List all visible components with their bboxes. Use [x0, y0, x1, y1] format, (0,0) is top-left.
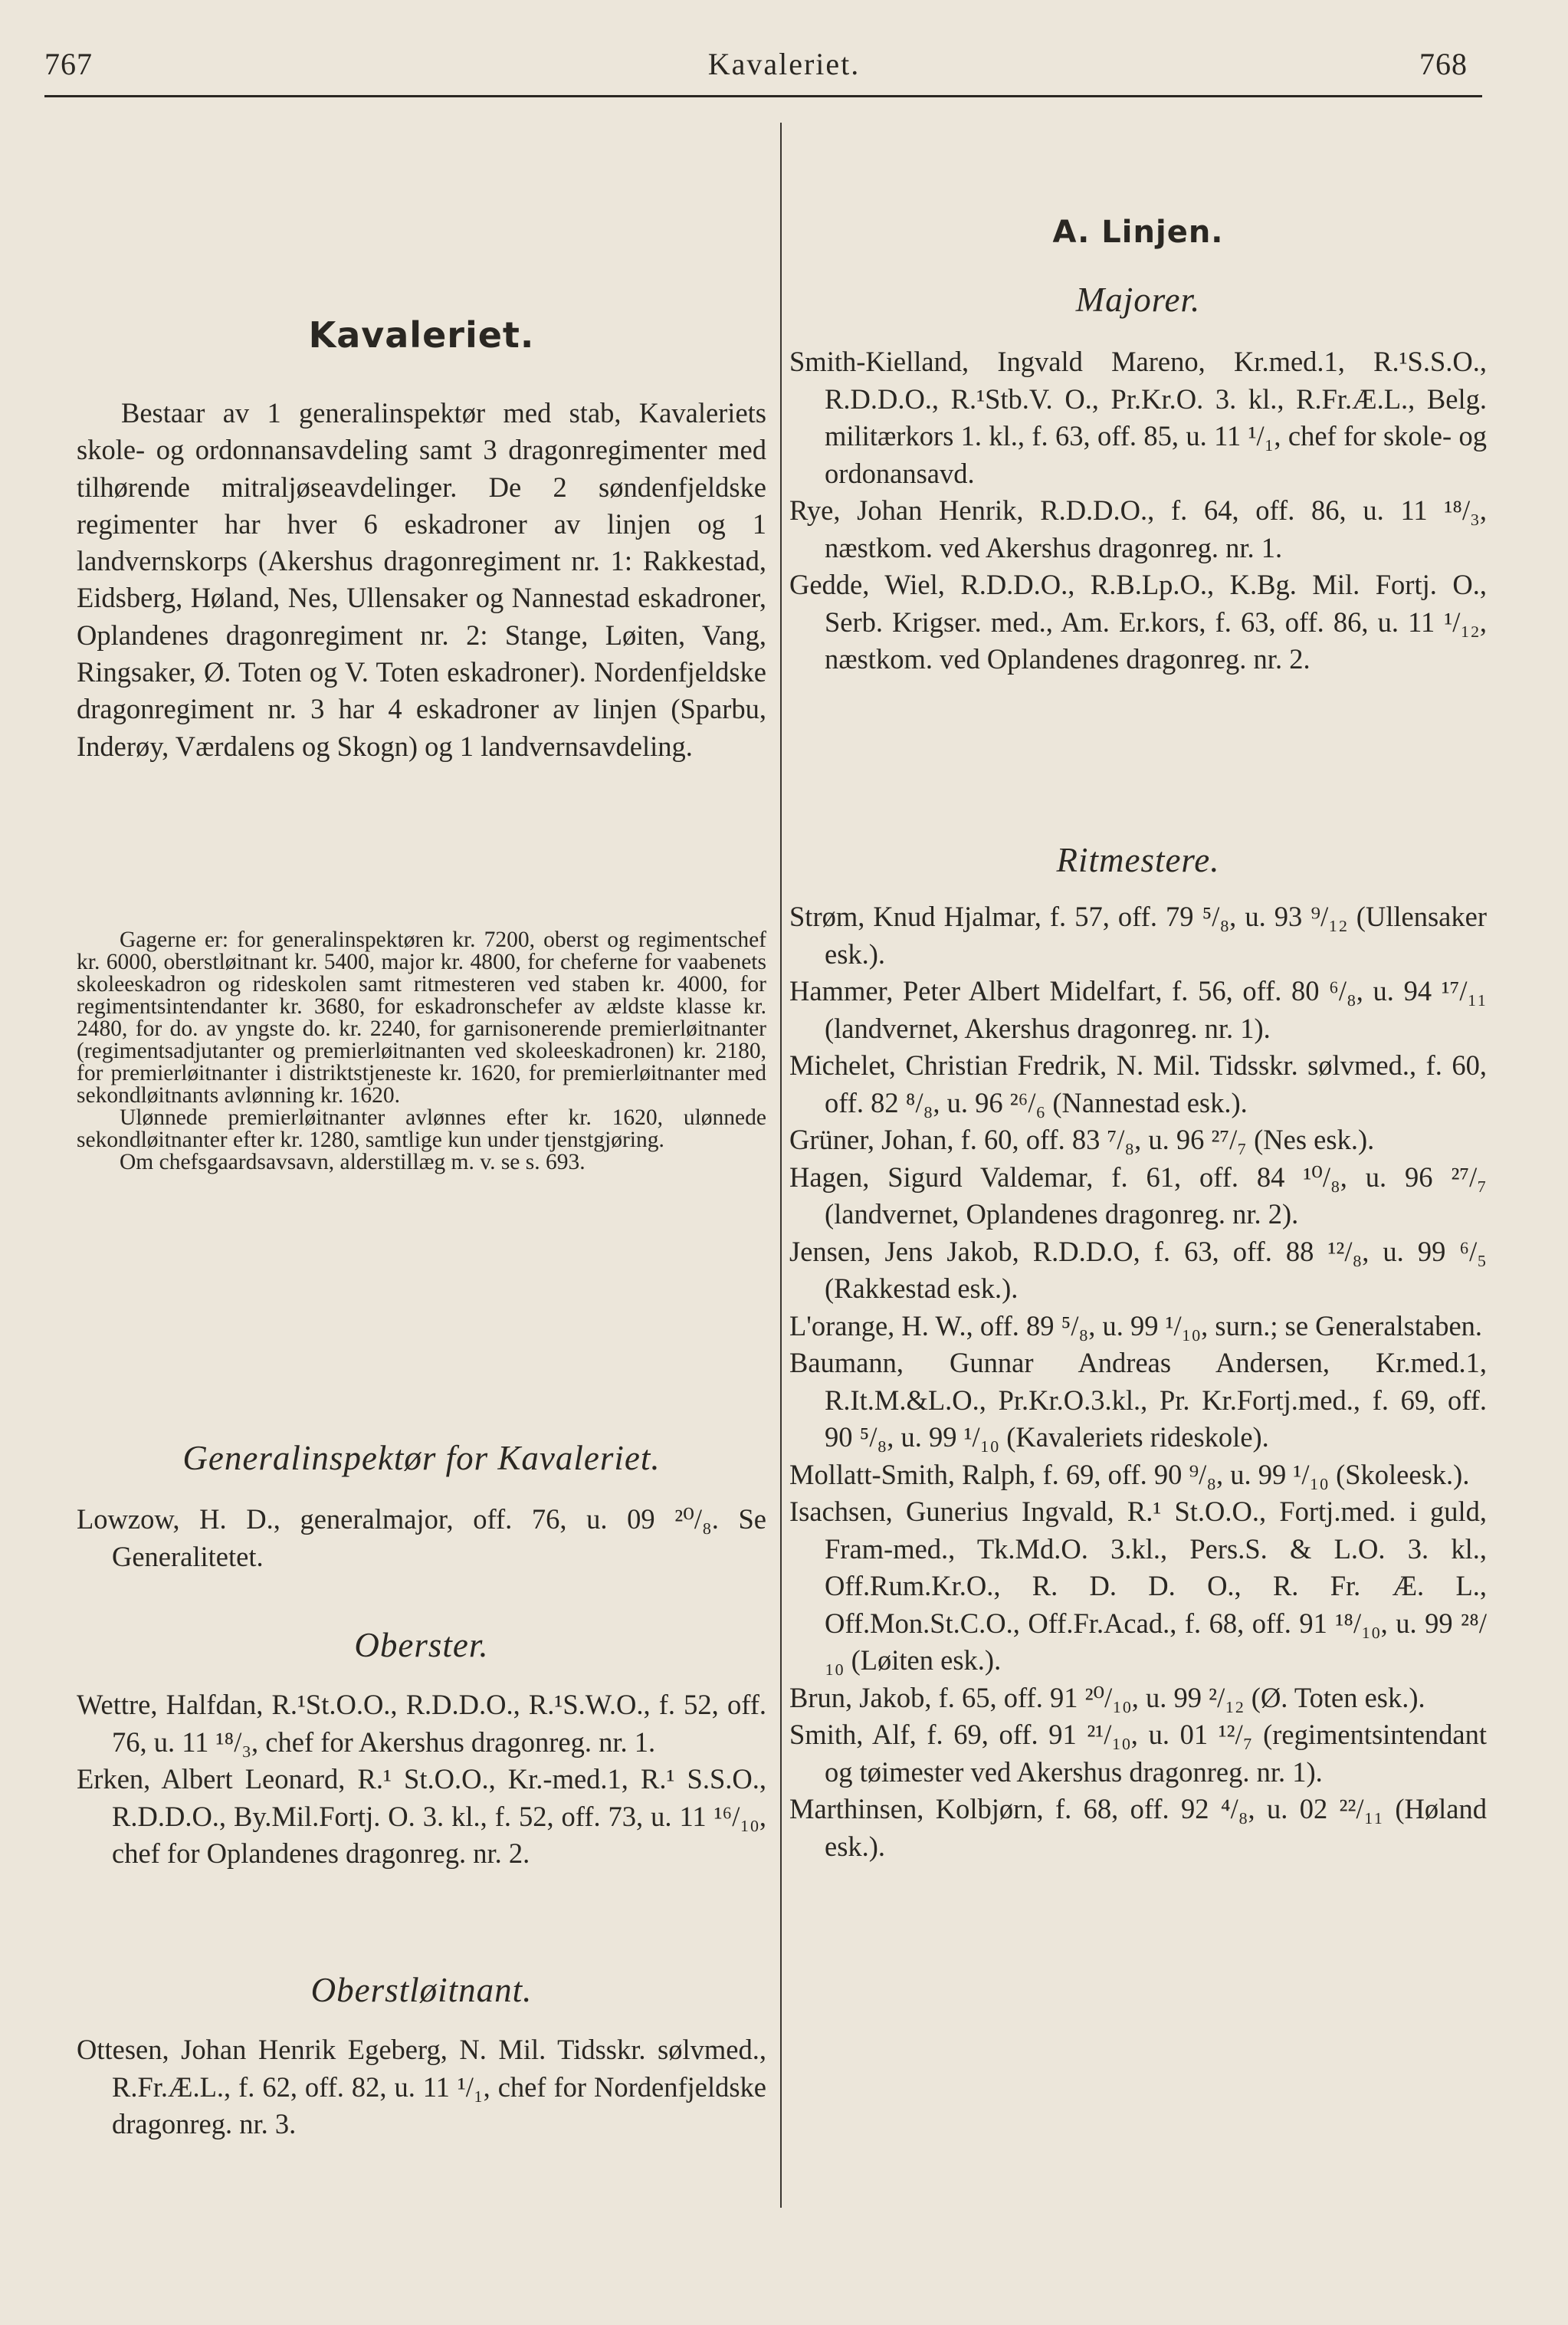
entry-lowzow: Lowzow, H. D., generalmajor, off. 76, u. 09 ²⁰/₈. Se Generalitetet. [77, 1503, 766, 1572]
entries-general [77, 1501, 766, 1575]
reference-paragraph: Om chefsgaardsavsavn, alderstillæg m. v. se s. 693. [120, 1150, 586, 1174]
entry-strom: Strøm, Knud Hjalmar, f. 57, off. 79 ⁵/₈, u. 93 ⁹/₁₂ (Ullensaker esk.). [789, 901, 1487, 970]
header-rule [44, 95, 1482, 97]
heading-oberstloitnant: Oberstløitnant. [310, 1971, 533, 2009]
column-divider [780, 123, 782, 2208]
linjen-heading: A. Linjen. [1052, 215, 1224, 250]
salary-paragraph: Gagerne er: for generalinspektøren kr. 7200, oberst og regimentschef kr. 6000, oberstløitnant kr. 5400, major kr. 4800, for cheferne for vaabenets skoleeskadron og rideskolen samt ritmesteren ved staben kr. 4000, for regimentsintendanter kr. 3680, for eskadronschefer av ældste klasse kr. 2480, for do. av yngste do. kr. 2240, for garnisonerende premierløitnanter (regimentsadjutanter og premierløitnanten ved skoleeskadronen) kr. 2180, for premierløitnanter i distriktstjeneste kr. 1620, for premierløitnanter med sekondløitnants avlønning kr. 1620. [77, 928, 766, 1108]
page-number-left: 767 [44, 47, 93, 81]
entry-isachsen: Isachsen, Gunerius Ingvald, R.¹ St.O.O., Fortj.med. i guld, Fram-med., Tk.Md.O. 3.kl., Pers.S. & L.O. 3. kl., Off.Rum.Kr.O., R. D. D. O., R. Fr. Æ. L., Off.Mon.St.C.O., Off.Fr.Acad., f. 68, off. 91 ¹⁸/₁₀, u. 99 ²⁸/₁₀ (Løiten esk.). [789, 1496, 1487, 1676]
entry-rye: Rye, Johan Henrik, R.D.D.O., f. 64, off. 86, u. 11 ¹⁸/₃, næstkom. ved Akershus dragonreg. nr. 1. [789, 494, 1487, 563]
heading-oberster: Oberster. [354, 1626, 489, 1664]
entry-jensen: Jensen, Jens Jakob, R.D.D.O, f. 63, off. 88 ¹²/₈, u. 99 ⁶/₅ (Rakkestad esk.). [789, 1235, 1487, 1304]
heading-majorer: Majorer. [1075, 281, 1201, 319]
salary-notes [77, 929, 766, 1174]
entry-ottesen: Ottesen, Johan Henrik Egeberg, N. Mil. Tidsskr. sølvmed., R.Fr.Æ.L., f. 62, off. 82, u. 11 ¹/₁, chef for Nordenfjeldske dragonreg. nr. 3. [77, 2034, 766, 2139]
heading-ritmestere: Ritmestere. [1056, 841, 1220, 879]
page-header [0, 46, 1568, 92]
entry-gruner: Grüner, Johan, f. 60, off. 83 ⁷/₈, u. 96 ²⁷/₇ (Nes esk.). [789, 1124, 1375, 1155]
entry-mollatt-smith: Mollatt-Smith, Ralph, f. 69, off. 90 ⁹/₈, u. 99 ¹/₁₀ (Skoleesk.). [789, 1458, 1470, 1490]
entry-smith-alf: Smith, Alf, f. 69, off. 91 ²¹/₁₀, u. 01 ¹²/₇ (regimentsintendant og tøimester ved Akershus dragonreg. nr. 1). [789, 1719, 1487, 1788]
entry-michelet: Michelet, Christian Fredrik, N. Mil. Tidsskr. sølvmed., f. 60, off. 82 ⁸/₈, u. 96 ²⁶/₆ (Nannestad esk.). [789, 1049, 1487, 1118]
entry-gedde: Gedde, Wiel, R.D.D.O., R.B.Lp.O., K.Bg. Mil. Fortj. O., Serb. Krigser. med., Am. Er.kors, f. 63, off. 86, u. 11 ¹/₁₂, næstkom. ved Oplandenes dragonreg. nr. 2. [789, 569, 1487, 675]
unpaid-paragraph: Ulønnede premierløitnanter avlønnes efter kr. 1620, ulønnede sekondløitnanter efter kr. 1280, samtlige kun under tjenstgjøring. [77, 1105, 766, 1152]
page-number-right: 768 [1419, 47, 1468, 81]
heading-generalinspektor: Generalinspektør for Kavaleriet. [182, 1439, 661, 1477]
entries-oberstloitnant [77, 2031, 766, 2143]
entry-hagen: Hagen, Sigurd Valdemar, f. 61, off. 84 ¹⁰/₈, u. 96 ²⁷/₇ (landvernet, Oplandenes dragonreg. nr. 2). [789, 1161, 1487, 1230]
section-title: Kavaleriet. [308, 314, 535, 356]
entries-oberster [77, 1686, 766, 1873]
entries-ritmestere [789, 898, 1487, 1865]
entry-brun: Brun, Jakob, f. 65, off. 91 ²⁰/₁₀, u. 99 ²/₁₂ (Ø. Toten esk.). [789, 1681, 1425, 1713]
entries-majorer [789, 343, 1487, 678]
entry-smith-kielland: Smith-Kielland, Ingvald Mareno, Kr.med.1, R.¹S.S.O., R.D.D.O., R.¹Stb.V. O., Pr.Kr.O. 3. kl., R.Fr.Æ.L., Belg. militærkors 1. kl., f. 63, off. 85, u. 11 ¹/₁, chef for skole- og ordonansavd. [789, 346, 1487, 489]
entry-lorange: L'orange, H. W., off. 89 ⁵/₈, u. 99 ¹/₁₀, surn.; se Generalstaben. [789, 1309, 1483, 1341]
intro-paragraph: Bestaar av 1 generalinspektør med stab, Kavaleriets skole- og ordonnansavdeling samt 3 dragonregimenter med tilhørende mitraljøseavdelinger. De 2 søndenfjeldske regimenter har hver 6 eskadroner av linjen og 1 landvernskorps (Akershus dragonregiment nr. 1: Rakkestad, Eidsberg, Høland, Nes, Ullensaker og Nannestad eskadroner, Oplandenes dragonregiment nr. 2: Stange, Løiten, Vang, Ringsaker, Ø. Toten og V. Toten eskadroner). Nordenfjeldske dragonregiment nr. 3 har 4 eskadroner av linjen (Sparbu, Inderøy, Værdalens og Skogn) og 1 landvernsavdeling. [77, 397, 766, 762]
entry-marthinsen: Marthinsen, Kolbjørn, f. 68, off. 92 ⁴/₈, u. 02 ²²/₁₁ (Høland esk.). [789, 1793, 1487, 1862]
entry-baumann: Baumann, Gunnar Andreas Andersen, Kr.med.1, R.It.M.&L.O., Pr.Kr.O.3.kl., Pr. Kr.Fortj.med., f. 69, off. 90 ⁵/₈, u. 99 ¹/₁₀ (Kavaleriets rideskole). [789, 1347, 1487, 1453]
entry-erken: Erken, Albert Leonard, R.¹ St.O.O., Kr.-med.1, R.¹ S.S.O., R.D.D.O., By.Mil.Fortj. O. 3. kl., f. 52, off. 73, u. 11 ¹⁶/₁₀, chef for Oplandenes dragonreg. nr. 2. [77, 1763, 766, 1869]
entry-hammer: Hammer, Peter Albert Midelfart, f. 56, off. 80 ⁶/₈, u. 94 ¹⁷/₁₁ (landvernet, Akershus dragonreg. nr. 1). [789, 975, 1487, 1044]
entry-wettre: Wettre, Halfdan, R.¹St.O.O., R.D.D.O., R.¹S.W.O., f. 52, off. 76, u. 11 ¹⁸/₃, chef for Akershus dragonreg. nr. 1. [77, 1689, 766, 1758]
running-head: Kavaleriet. [707, 47, 861, 81]
